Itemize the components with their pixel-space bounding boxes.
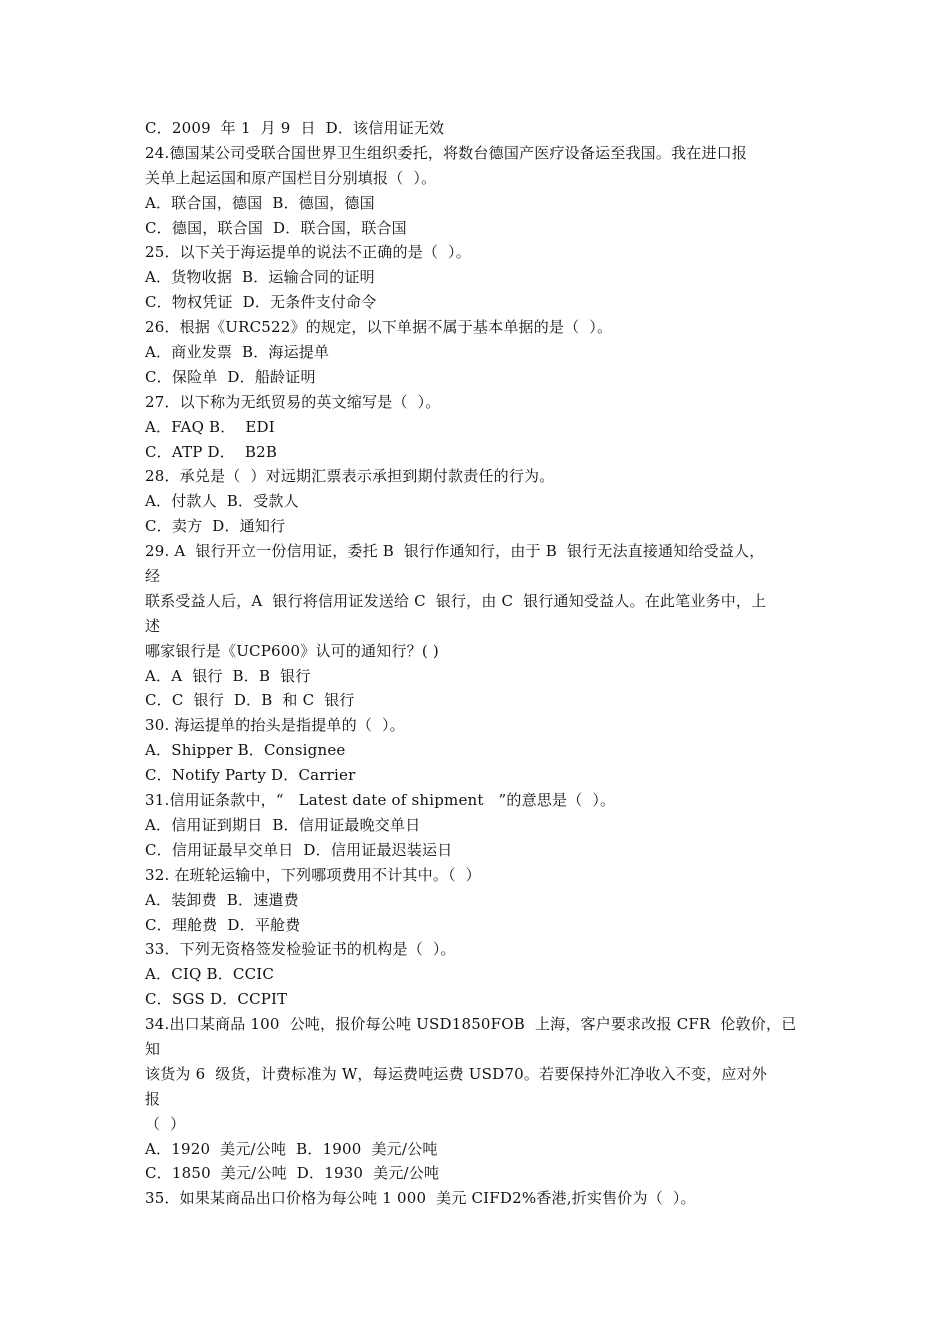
answer-options: A．1920 美元/公吨 B．1900 美元/公吨: [145, 1139, 438, 1158]
question-25-stem: 25．以下关于海运提单的说法不正确的是（ ）。: [145, 243, 471, 262]
answer-options: C．Notify Party D．Carrier: [145, 766, 356, 785]
answer-options: C．SGS D．CCPIT: [145, 990, 288, 1009]
answer-options: A．联合国，德国 B．德国，德国: [145, 193, 375, 212]
question-27-stem: 27．以下称为无纸贸易的英文缩写是（ ）。: [145, 392, 441, 411]
answer-options: C．保险单 D．船龄证明: [145, 367, 316, 386]
answer-options: A．FAQ B． EDI: [145, 417, 275, 436]
answer-options: A．CIQ B．CCIC: [145, 965, 275, 984]
text-line: 述: [145, 616, 161, 635]
answer-options: C．卖方 D．通知行: [145, 517, 286, 536]
question-28-stem: 28．承兑是（ ）对远期汇票表示承担到期付款责任的行为。: [145, 467, 555, 486]
answer-options: C．信用证最早交单日 D．信用证最迟装运日: [145, 840, 453, 859]
question-24-stem: 24.德国某公司受联合国世界卫生组织委托，将数台德国产医疗设备运至我国。我在进口报: [145, 143, 748, 162]
question-34-stem: 34.出口某商品 100 公吨，报价每公吨 USD1850FOB 上海，客户要求改报 CFR 伦敦价，已: [145, 1015, 797, 1034]
question-33-stem: 33．下列无资格签发检验证书的机构是（ ）。: [145, 940, 456, 959]
text-line: 经: [145, 567, 161, 586]
answer-options: A．信用证到期日 B．信用证最晚交单日: [145, 815, 421, 834]
answer-options: A．Shipper B．Consignee: [145, 741, 346, 760]
text-line: 哪家银行是《UCP600》认可的通知行？( ): [145, 641, 439, 660]
question-29-stem: 29. A 银行开立一份信用证，委托 B 银行作通知行，由于 B 银行无法直接通知给受益人，: [145, 542, 765, 561]
question-32-stem: 32. 在班轮运输中，下列哪项费用不计其中。（ ）: [145, 865, 481, 884]
answer-options: A．装卸费 B．速遣费: [145, 890, 299, 909]
answer-options: C．理舱费 D．平舱费: [145, 915, 301, 934]
answer-options: C．1850 美元/公吨 D．1930 美元/公吨: [145, 1164, 440, 1183]
answer-options: A．A 银行 B．B 银行: [145, 666, 311, 685]
question-30-stem: 30. 海运提单的抬头是指提单的（ ）。: [145, 716, 405, 735]
text-line: C．2009 年 1 月 9 日 D．该信用证无效: [145, 119, 445, 137]
question-31-stem: 31.信用证条款中，“ Latest date of shipment ”的意思是（ ）。: [145, 791, 616, 810]
text-line: （ ）: [145, 1114, 186, 1133]
answer-options: A．商业发票 B．海运提单: [145, 343, 330, 362]
answer-options: C．ATP D． B2B: [145, 442, 278, 461]
text-line: 知: [145, 1039, 161, 1058]
document-page: [145, 116, 815, 1211]
text-line: 报: [145, 1089, 161, 1108]
answer-options: C．德国，联合国 D．联合国，联合国: [145, 218, 407, 237]
text-line: 该货为 6 级货，计费标准为 W，每运费吨运费 USD70。若要保持外汇净收入不变，应对外: [145, 1064, 768, 1083]
answer-options: C．C 银行 D．B 和 C 银行: [145, 691, 355, 710]
question-26-stem: 26．根据《URC522》的规定，以下单据不属于基本单据的是（ ）。: [145, 318, 613, 337]
answer-options: C．物权凭证 D．无条件支付命令: [145, 293, 377, 312]
answer-options: A．货物收据 B．运输合同的证明: [145, 268, 375, 287]
question-35-stem: 35．如果某商品出口价格为每公吨 1 000 美元 CIFD2%香港,折实售价为（ ）。: [145, 1189, 696, 1208]
answer-options: A．付款人 B．受款人: [145, 492, 299, 511]
text-line: 关单上起运国和原产国栏目分别填报（ ）。: [145, 168, 437, 187]
text-line: 联系受益人后，A 银行将信用证发送给 C 银行，由 C 银行通知受益人。在此笔业务中，上: [145, 591, 767, 610]
